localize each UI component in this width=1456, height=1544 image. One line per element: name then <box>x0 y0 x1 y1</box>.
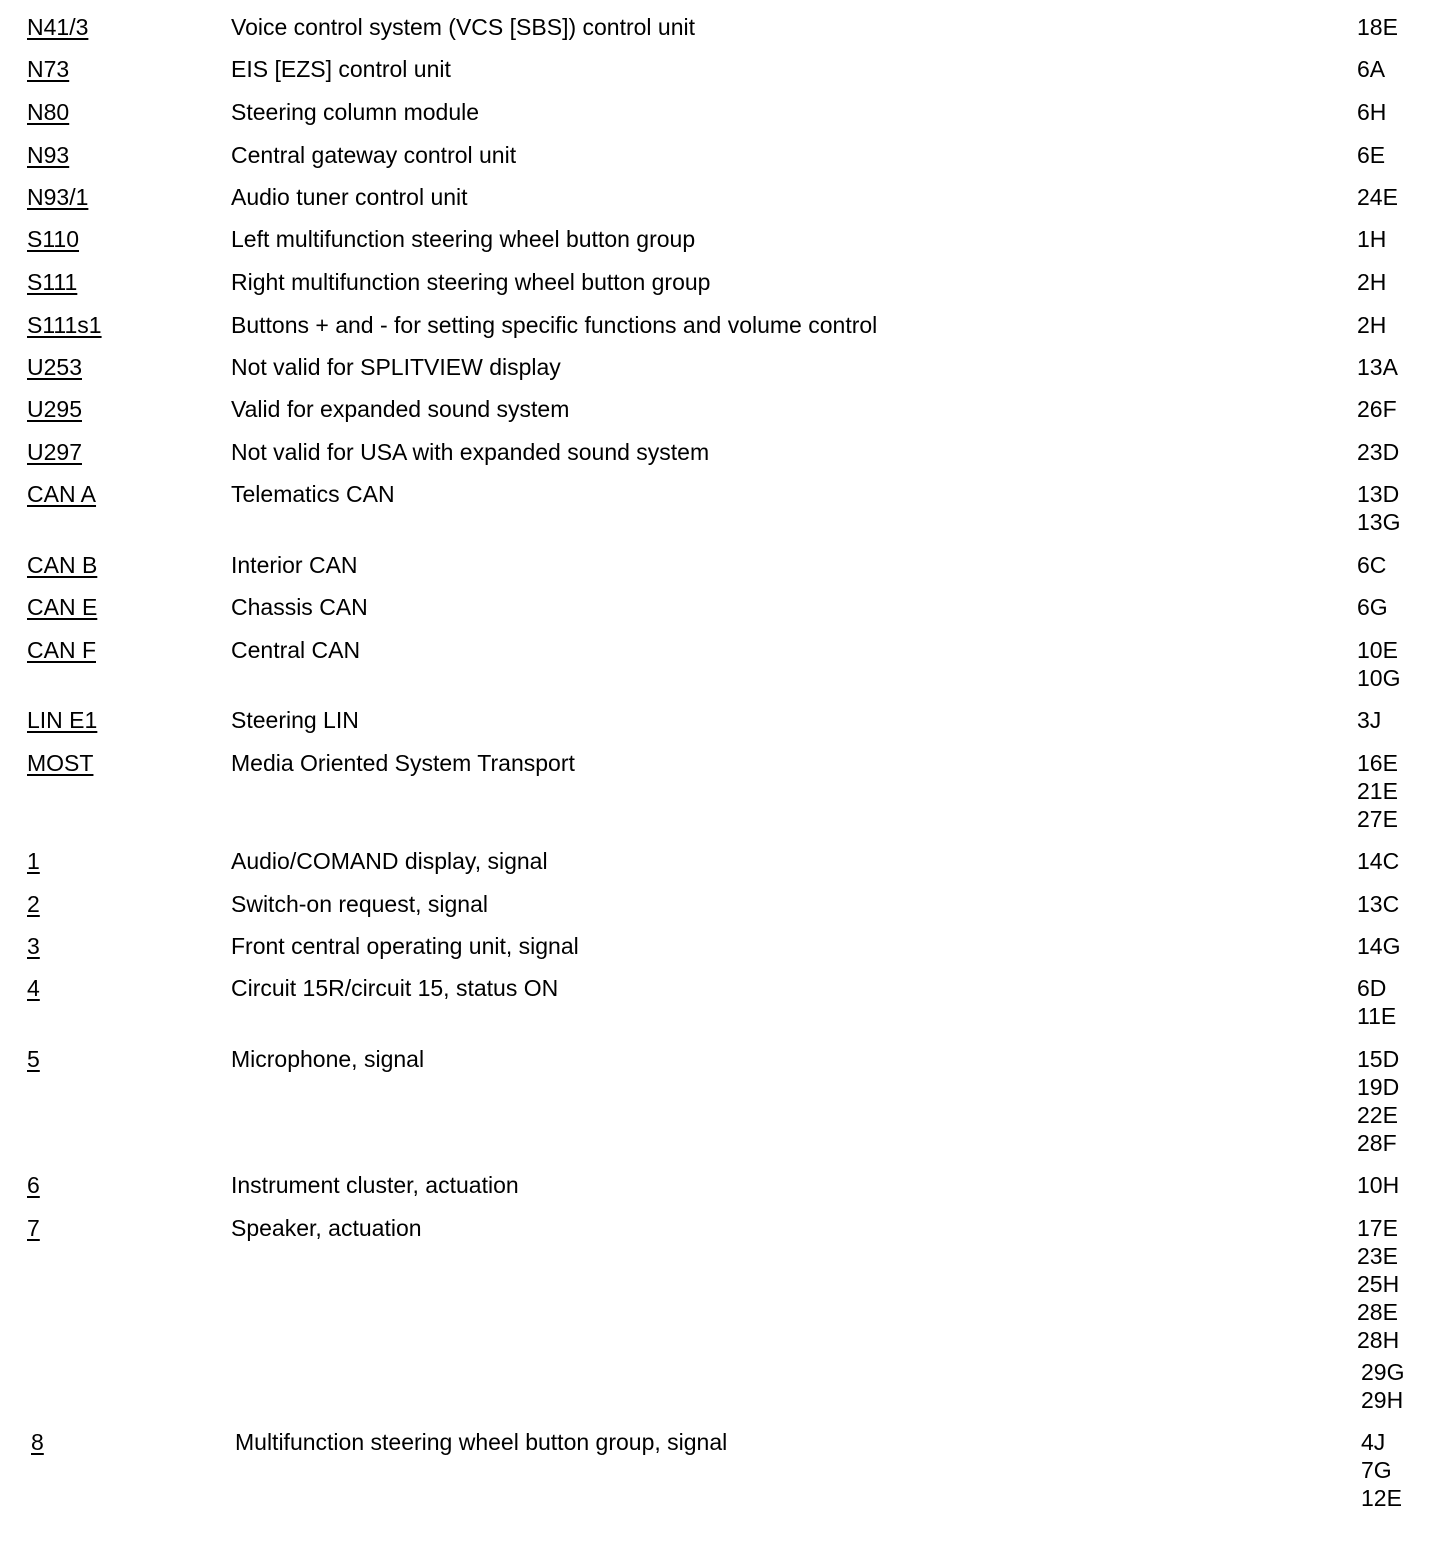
component-code-link[interactable]: U253 <box>27 354 82 380</box>
component-code-link[interactable]: N41/3 <box>27 14 89 40</box>
component-code-link[interactable]: U297 <box>27 439 82 465</box>
grid-reference: 26F <box>1357 396 1397 422</box>
component-description: Circuit 15R/circuit 15, status ON <box>231 975 559 1001</box>
grid-reference: 14G <box>1357 933 1401 959</box>
component-description: Telematics CAN <box>231 481 395 507</box>
component-description: Audio/COMAND display, signal <box>231 848 548 874</box>
grid-reference: 2H <box>1357 312 1387 338</box>
grid-reference: 28F <box>1357 1130 1397 1156</box>
component-code-link[interactable]: 2 <box>27 891 40 917</box>
component-code-link[interactable]: U295 <box>27 396 82 422</box>
grid-reference-list <box>1357 890 1447 918</box>
grid-reference: 28H <box>1357 1327 1400 1353</box>
grid-reference: 6A <box>1357 56 1386 82</box>
grid-reference-list <box>1357 706 1447 734</box>
component-description: Speaker, actuation <box>231 1215 422 1241</box>
component-code-link[interactable]: 3 <box>27 933 40 959</box>
grid-reference: 19D <box>1357 1074 1400 1100</box>
grid-reference-list <box>1357 13 1447 41</box>
component-code-link[interactable]: LIN E1 <box>27 707 98 733</box>
grid-reference-list <box>1357 551 1447 579</box>
component-code-link[interactable]: 7 <box>27 1215 40 1241</box>
grid-reference: 15D <box>1357 1046 1400 1072</box>
grid-reference-list <box>1357 183 1447 211</box>
grid-reference-list <box>1357 636 1447 692</box>
component-description: Interior CAN <box>231 552 358 578</box>
grid-reference-list <box>1357 225 1447 253</box>
grid-reference: 22E <box>1357 1102 1398 1128</box>
component-description: Steering LIN <box>231 707 359 733</box>
component-description: Left multifunction steering wheel button group <box>231 226 696 252</box>
component-code-link[interactable]: CAN E <box>27 594 98 620</box>
component-description: Not valid for SPLITVIEW display <box>231 354 561 380</box>
component-code-link[interactable]: 4 <box>27 975 40 1001</box>
grid-reference-list <box>1357 480 1447 536</box>
grid-reference-list <box>1357 1171 1447 1199</box>
grid-reference: 23E <box>1357 1243 1398 1269</box>
grid-reference: 14C <box>1357 848 1400 874</box>
grid-reference-list <box>1357 438 1447 466</box>
grid-reference-list <box>1357 55 1447 83</box>
grid-reference: 6C <box>1357 552 1387 578</box>
grid-reference: 29G <box>1361 1359 1405 1385</box>
grid-reference: 7G <box>1361 1457 1392 1483</box>
grid-reference: 6G <box>1357 594 1388 620</box>
grid-reference: 18E <box>1357 14 1398 40</box>
component-description: Instrument cluster, actuation <box>231 1172 519 1198</box>
grid-reference: 3J <box>1357 707 1382 733</box>
component-code-link[interactable]: 5 <box>27 1046 40 1072</box>
component-code-link[interactable]: CAN B <box>27 552 98 578</box>
grid-reference-list <box>1361 1428 1451 1512</box>
component-code-link[interactable]: N80 <box>27 99 70 125</box>
component-code-link[interactable]: N93 <box>27 142 70 168</box>
grid-reference: 21E <box>1357 778 1398 804</box>
component-description: Voice control system (VCS [SBS]) control unit <box>231 14 696 40</box>
grid-reference: 4J <box>1361 1429 1386 1455</box>
component-code-link[interactable]: CAN A <box>27 481 97 507</box>
grid-reference: 1H <box>1357 226 1387 252</box>
component-code-link[interactable]: MOST <box>27 750 94 776</box>
grid-reference-list <box>1357 395 1447 423</box>
grid-reference: 17E <box>1357 1215 1398 1241</box>
grid-reference: 6E <box>1357 142 1386 168</box>
grid-reference-list <box>1357 311 1447 339</box>
component-description: Media Oriented System Transport <box>231 750 575 776</box>
component-code-link[interactable]: N73 <box>27 56 70 82</box>
grid-reference: 6D <box>1357 975 1387 1001</box>
grid-reference: 24E <box>1357 184 1398 210</box>
component-code-link[interactable]: 8 <box>31 1429 44 1455</box>
grid-reference: 10E <box>1357 637 1398 663</box>
grid-reference-list <box>1357 1214 1447 1414</box>
grid-reference: 16E <box>1357 750 1398 776</box>
component-code-link[interactable]: S111 <box>27 269 78 295</box>
grid-reference: 13A <box>1357 354 1398 380</box>
grid-reference: 25H <box>1357 1271 1400 1297</box>
grid-reference: 10H <box>1357 1172 1400 1198</box>
component-description: Steering column module <box>231 99 480 125</box>
grid-reference-list <box>1357 593 1447 621</box>
component-description: Not valid for USA with expanded sound system <box>231 439 710 465</box>
grid-reference: 13G <box>1357 509 1401 535</box>
component-code-link[interactable]: 1 <box>27 848 40 874</box>
grid-reference-list <box>1357 141 1447 169</box>
grid-reference: 12E <box>1361 1485 1402 1511</box>
grid-reference: 29H <box>1361 1387 1404 1413</box>
component-description: EIS [EZS] control unit <box>231 56 451 82</box>
component-description: Microphone, signal <box>231 1046 425 1072</box>
component-description: Right multifunction steering wheel button group <box>231 269 711 295</box>
grid-reference-list <box>1357 1045 1447 1157</box>
grid-reference: 27E <box>1357 806 1398 832</box>
grid-reference: 10G <box>1357 665 1401 691</box>
component-code-link[interactable]: 6 <box>27 1172 40 1198</box>
component-description: Central CAN <box>231 637 361 663</box>
component-code-link[interactable]: N93/1 <box>27 184 89 210</box>
component-code-link[interactable]: CAN F <box>27 637 96 663</box>
component-code-link[interactable]: S111s1 <box>27 312 102 338</box>
grid-reference: 23D <box>1357 439 1400 465</box>
component-code-link[interactable]: S110 <box>27 226 80 252</box>
component-description: Multifunction steering wheel button group, signal <box>235 1429 728 1455</box>
component-description: Audio tuner control unit <box>231 184 468 210</box>
grid-reference: 28E <box>1357 1299 1398 1325</box>
grid-reference-list <box>1357 932 1447 960</box>
component-description: Chassis CAN <box>231 594 368 620</box>
grid-reference: 13D <box>1357 481 1400 507</box>
grid-reference-list <box>1357 268 1447 296</box>
grid-reference-list <box>1357 974 1447 1030</box>
grid-reference-list <box>1357 749 1447 833</box>
grid-reference-list <box>1357 98 1447 126</box>
grid-reference: 11E <box>1357 1003 1397 1029</box>
component-description: Central gateway control unit <box>231 142 517 168</box>
component-description: Front central operating unit, signal <box>231 933 579 959</box>
grid-reference: 6H <box>1357 99 1387 125</box>
component-description: Valid for expanded sound system <box>231 396 570 422</box>
grid-reference: 2H <box>1357 269 1387 295</box>
grid-reference: 13C <box>1357 891 1400 917</box>
grid-reference-list <box>1357 353 1447 381</box>
component-description: Switch-on request, signal <box>231 891 488 917</box>
grid-reference-list <box>1357 847 1447 875</box>
component-description: Buttons + and - for setting specific functions and volume control <box>231 312 878 338</box>
